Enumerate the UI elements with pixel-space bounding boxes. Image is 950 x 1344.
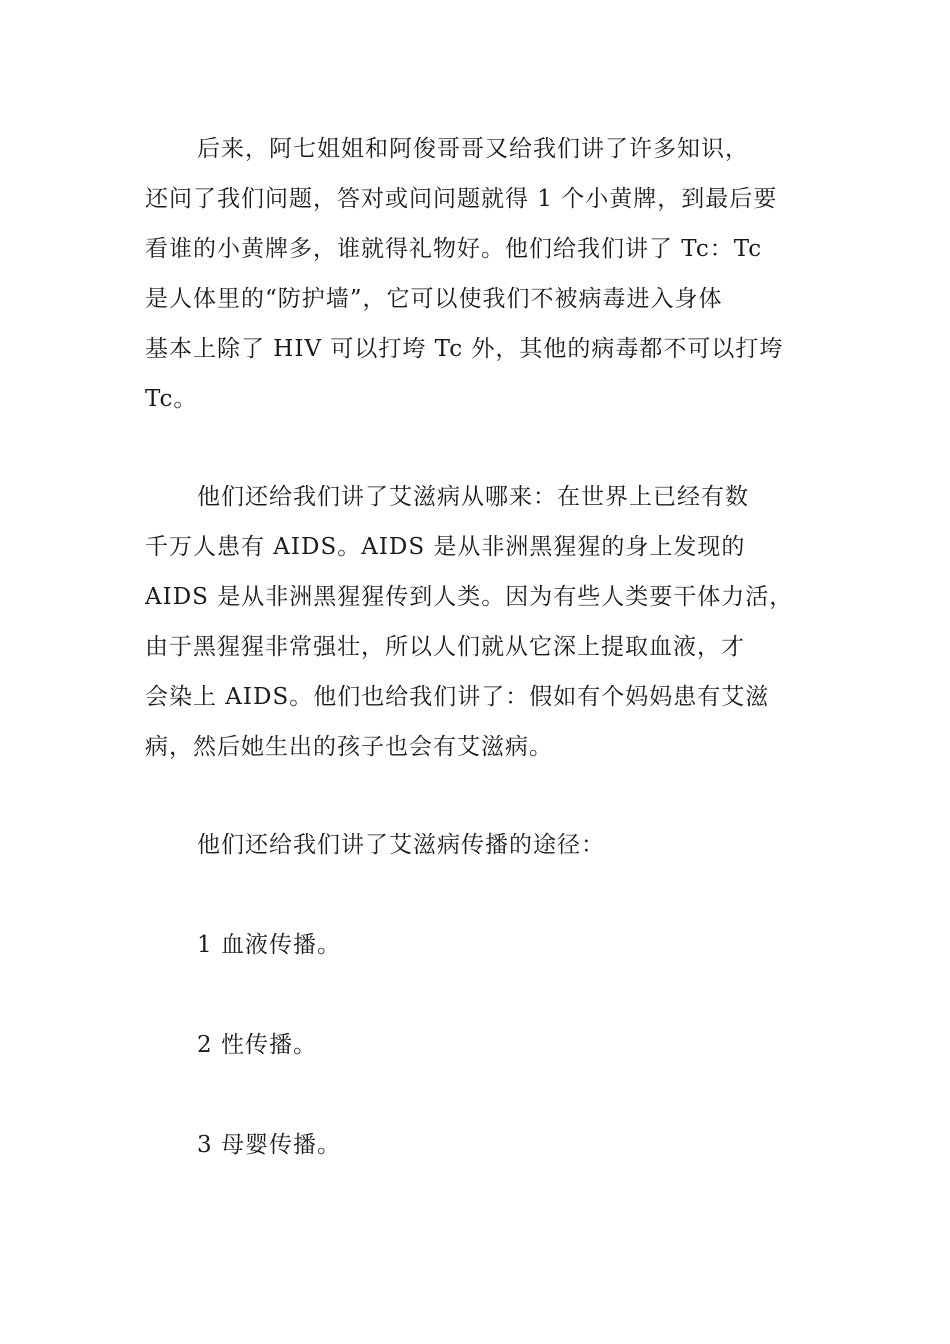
paragraph-2-line-4: 由于黑猩猩非常强壮，所以人们就从它深上提取血液，才 xyxy=(145,634,745,660)
route-item-1: 1 血液传播。 xyxy=(197,932,341,958)
route-item-2: 2 性传播。 xyxy=(197,1032,317,1058)
paragraph-1-line-2: 还问了我们问题，答对或问问题就得 1 个小黄牌，到最后要 xyxy=(145,186,778,212)
paragraph-2-line-5: 会染上 AIDS。他们也给我们讲了：假如有个妈妈患有艾滋 xyxy=(145,684,770,710)
paragraph-2-line-3: AIDS 是从非洲黑猩猩传到人类。因为有些人类要干体力活， xyxy=(145,584,794,610)
paragraph-2-line-1: 他们还给我们讲了艾滋病从哪来：在世界上已经有数 xyxy=(197,484,749,510)
paragraph-1-line-4: 是人体里的“防护墙”，它可以使我们不被病毒进入身体 xyxy=(145,286,723,312)
route-item-3: 3 母婴传播。 xyxy=(197,1132,341,1158)
paragraph-1-line-6: Tc。 xyxy=(145,386,198,412)
paragraph-1-line-3: 看谁的小黄牌多，谁就得礼物好。他们给我们讲了 Tc：Tc xyxy=(145,236,763,262)
paragraph-1-line-5: 基本上除了 HIV 可以打垮 Tc 外，其他的病毒都不可以打垮 xyxy=(145,336,784,362)
paragraph-1-line-1: 后来，阿七姐姐和阿俊哥哥又给我们讲了许多知识， xyxy=(197,136,749,162)
paragraph-3: 他们还给我们讲了艾滋病传播的途径： xyxy=(197,832,605,858)
paragraph-2-line-6: 病，然后她生出的孩子也会有艾滋病。 xyxy=(145,734,553,760)
paragraph-2-line-2: 千万人患有 AIDS。AIDS 是从非洲黑猩猩的身上发现的 xyxy=(145,534,746,560)
